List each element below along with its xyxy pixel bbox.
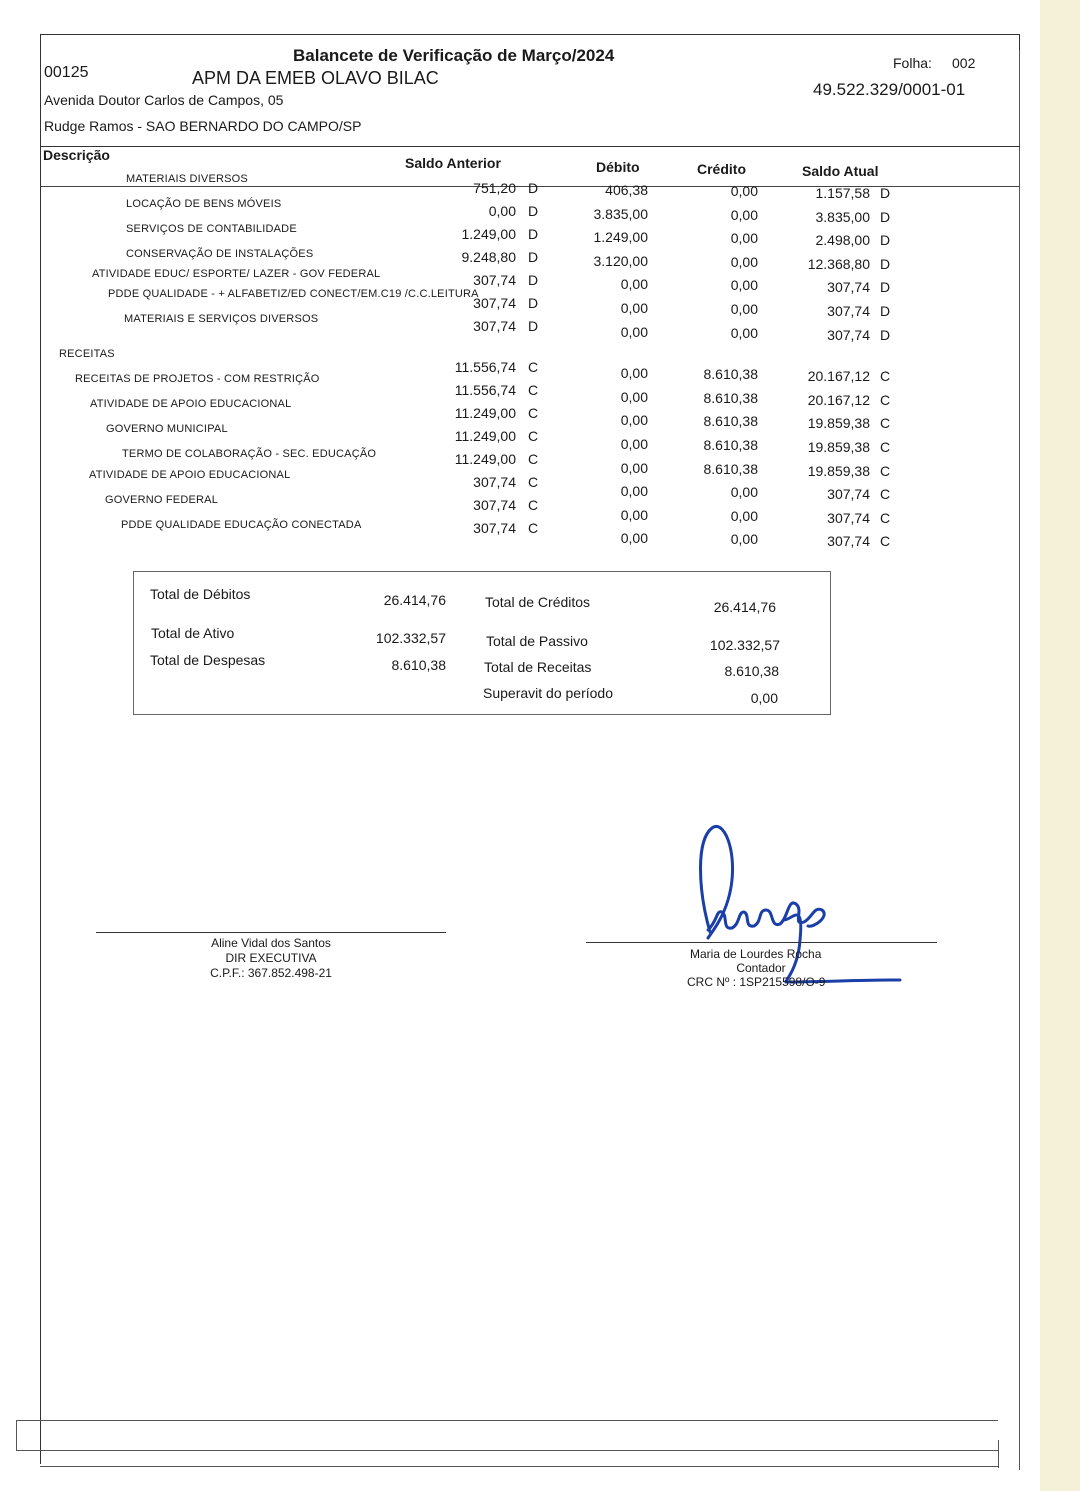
saldo-atual-flag: D bbox=[880, 303, 891, 319]
saldo-atual-cell: 307,74 bbox=[827, 327, 870, 343]
row-description: PDDE QUALIDADE - + ALFABETIZ/ED CONECT/EM.C19 /C.C.LEITURA bbox=[108, 288, 479, 300]
cnpj: 49.522.329/0001-01 bbox=[813, 80, 966, 99]
address-street: Avenida Doutor Carlos de Campos, 05 bbox=[44, 92, 284, 108]
credito-cell: 0,00 bbox=[730, 230, 758, 246]
debito-cell: 0,00 bbox=[620, 460, 648, 476]
table-row bbox=[0, 519, 1040, 549]
total-ativo-label: Total de Ativo bbox=[151, 625, 235, 641]
credito-cell: 0,00 bbox=[730, 508, 758, 524]
sheet-number: 002 bbox=[952, 55, 976, 71]
table-row bbox=[0, 223, 1040, 249]
saldo-atual-flag: D bbox=[880, 232, 891, 248]
debito-cell: 0,00 bbox=[620, 365, 648, 381]
saldo-atual-cell: 307,74 bbox=[827, 279, 870, 295]
row-description: LOCAÇÃO DE BENS MÓVEIS bbox=[126, 198, 282, 210]
footer-rule-bottom bbox=[40, 1466, 998, 1467]
saldo-atual-flag: C bbox=[880, 533, 891, 549]
saldo-atual-cell: 307,74 bbox=[827, 510, 870, 526]
saldo-atual-flag: C bbox=[880, 463, 891, 479]
saldo-atual-flag: C bbox=[880, 415, 891, 431]
saldo-atual-flag: C bbox=[880, 392, 891, 408]
saldo-atual-flag: C bbox=[880, 368, 891, 384]
saldo-atual-cell: 1.157,58 bbox=[815, 185, 870, 201]
credito-cell: 0,00 bbox=[730, 277, 758, 293]
credito-cell: 8.610,38 bbox=[703, 461, 758, 477]
table-row bbox=[0, 313, 1040, 343]
row-description: ATIVIDADE DE APOIO EDUCACIONAL bbox=[90, 398, 292, 410]
total-receitas-label: Total de Receitas bbox=[484, 659, 592, 675]
saldo-anterior-cell: 11.249,00 bbox=[454, 428, 516, 444]
saldo-atual-flag: C bbox=[880, 510, 891, 526]
saldo-anterior-cell: 307,74 bbox=[473, 318, 516, 334]
superavit-label: Superavit do período bbox=[483, 685, 613, 701]
total-creditos-value: 26.414,76 bbox=[713, 599, 776, 615]
saldo-anterior-flag: C bbox=[528, 474, 539, 490]
column-header-debito: Débito bbox=[596, 159, 640, 175]
credito-cell: 8.610,38 bbox=[703, 366, 758, 382]
saldo-anterior-flag: D bbox=[528, 318, 539, 334]
row-description: MATERIAIS DIVERSOS bbox=[126, 173, 248, 185]
total-ativo-value: 102.332,57 bbox=[375, 630, 446, 646]
debito-cell: 0,00 bbox=[620, 507, 648, 523]
footer-right-edge bbox=[998, 1440, 999, 1468]
director-cpf: C.P.F.: 367.852.498-21 bbox=[210, 966, 332, 980]
saldo-atual-cell: 19.859,38 bbox=[807, 463, 870, 479]
footer-rule-lower bbox=[16, 1450, 998, 1451]
saldo-anterior-cell: 307,74 bbox=[473, 474, 516, 490]
debito-cell: 0,00 bbox=[620, 389, 648, 405]
saldo-atual-cell: 20.167,12 bbox=[807, 392, 870, 408]
saldo-atual-cell: 2.498,00 bbox=[815, 232, 870, 248]
page-edge bbox=[1040, 0, 1080, 1491]
saldo-atual-flag: D bbox=[880, 256, 891, 272]
saldo-anterior-cell: 11.249,00 bbox=[454, 405, 516, 421]
credito-cell: 8.610,38 bbox=[703, 413, 758, 429]
saldo-anterior-flag: C bbox=[528, 451, 539, 467]
column-header-saldo-anterior: Saldo Anterior bbox=[405, 155, 501, 171]
saldo-atual-cell: 307,74 bbox=[827, 486, 870, 502]
row-description: RECEITAS DE PROJETOS - COM RESTRIÇÃO bbox=[75, 373, 320, 385]
debito-cell: 3.835,00 bbox=[593, 206, 648, 222]
saldo-atual-flag: D bbox=[880, 327, 891, 343]
accountant-name: Maria de Lourdes Rocha bbox=[690, 947, 822, 961]
debito-cell: 3.120,00 bbox=[593, 253, 648, 269]
credito-cell: 0,00 bbox=[730, 254, 758, 270]
sheet-label: Folha: bbox=[893, 55, 932, 71]
total-passivo-value: 102.332,57 bbox=[709, 637, 780, 653]
column-header-top-rule bbox=[40, 146, 1020, 147]
director-role: DIR EXECUTIVA bbox=[225, 951, 317, 965]
credito-cell: 0,00 bbox=[730, 325, 758, 341]
saldo-atual-flag: C bbox=[880, 439, 891, 455]
total-creditos-label: Total de Créditos bbox=[485, 594, 591, 610]
column-header-credito: Crédito bbox=[697, 161, 746, 177]
address-city: Rudge Ramos - SAO BERNARDO DO CAMPO/SP bbox=[44, 118, 362, 134]
debito-cell: 1.249,00 bbox=[593, 229, 648, 245]
saldo-anterior-flag: C bbox=[528, 497, 539, 513]
saldo-anterior-flag: C bbox=[528, 520, 539, 536]
saldo-atual-flag: D bbox=[880, 279, 891, 295]
saldo-anterior-cell: 9.248,80 bbox=[461, 249, 516, 265]
saldo-anterior-flag: C bbox=[528, 359, 539, 375]
total-despesas-value: 8.610,38 bbox=[391, 657, 446, 673]
saldo-anterior-flag: D bbox=[528, 180, 539, 196]
footer-left-edge bbox=[16, 1420, 17, 1450]
saldo-anterior-cell: 11.249,00 bbox=[454, 451, 516, 467]
director-name: Aline Vidal dos Santos bbox=[211, 936, 331, 950]
saldo-atual-cell: 307,74 bbox=[827, 303, 870, 319]
saldo-atual-cell: 20.167,12 bbox=[807, 368, 870, 384]
saldo-atual-flag: D bbox=[880, 185, 891, 201]
footer-rule-upper bbox=[16, 1420, 998, 1421]
debito-cell: 0,00 bbox=[620, 300, 648, 316]
total-despesas-label: Total de Despesas bbox=[150, 652, 266, 668]
row-description: SERVIÇOS DE CONTABILIDADE bbox=[126, 223, 297, 235]
total-passivo-label: Total de Passivo bbox=[486, 633, 588, 649]
saldo-anterior-cell: 751,20 bbox=[473, 180, 516, 196]
column-header-saldo-atual: Saldo Atual bbox=[802, 163, 879, 179]
saldo-atual-cell: 19.859,38 bbox=[807, 439, 870, 455]
debito-cell: 0,00 bbox=[620, 530, 648, 546]
saldo-anterior-cell: 1.249,00 bbox=[461, 226, 516, 242]
saldo-anterior-flag: D bbox=[528, 226, 539, 242]
saldo-anterior-flag: C bbox=[528, 382, 539, 398]
debito-cell: 0,00 bbox=[620, 324, 648, 340]
superavit-value: 0,00 bbox=[750, 690, 778, 706]
report-title: Balancete de Verificação de Março/2024 bbox=[293, 46, 615, 65]
saldo-anterior-cell: 307,74 bbox=[473, 520, 516, 536]
debito-cell: 0,00 bbox=[620, 483, 648, 499]
entity-code: 00125 bbox=[44, 64, 89, 81]
credito-cell: 0,00 bbox=[730, 207, 758, 223]
saldo-anterior-flag: D bbox=[528, 249, 539, 265]
total-debitos-label: Total de Débitos bbox=[150, 586, 251, 602]
saldo-atual-cell: 3.835,00 bbox=[815, 209, 870, 225]
debito-cell: 0,00 bbox=[620, 412, 648, 428]
credito-cell: 0,00 bbox=[730, 183, 758, 199]
saldo-anterior-flag: D bbox=[528, 295, 539, 311]
saldo-anterior-cell: 11.556,74 bbox=[454, 359, 516, 375]
saldo-anterior-flag: C bbox=[528, 405, 539, 421]
saldo-anterior-cell: 307,74 bbox=[473, 497, 516, 513]
saldo-anterior-cell: 0,00 bbox=[488, 203, 516, 219]
debito-cell: 0,00 bbox=[620, 276, 648, 292]
column-header-descricao: Descrição bbox=[43, 147, 110, 163]
credito-cell: 8.610,38 bbox=[703, 390, 758, 406]
saldo-anterior-cell: 11.556,74 bbox=[454, 382, 516, 398]
row-description: CONSERVAÇÃO DE INSTALAÇÕES bbox=[126, 248, 314, 260]
organization-name: APM DA EMEB OLAVO BILAC bbox=[192, 68, 439, 88]
debito-cell: 0,00 bbox=[620, 436, 648, 452]
total-receitas-value: 8.610,38 bbox=[724, 663, 779, 679]
row-description: GOVERNO MUNICIPAL bbox=[106, 423, 228, 435]
saldo-anterior-flag: D bbox=[528, 272, 539, 288]
signature-line-director bbox=[96, 932, 446, 933]
saldo-anterior-cell: 307,74 bbox=[473, 295, 516, 311]
signature-line-accountant bbox=[586, 942, 937, 943]
saldo-atual-flag: C bbox=[880, 486, 891, 502]
saldo-anterior-flag: D bbox=[528, 203, 539, 219]
credito-cell: 8.610,38 bbox=[703, 437, 758, 453]
row-description: RECEITAS bbox=[59, 348, 115, 360]
saldo-atual-cell: 12.368,80 bbox=[807, 256, 870, 272]
row-description: PDDE QUALIDADE EDUCAÇÃO CONECTADA bbox=[121, 519, 362, 531]
saldo-anterior-cell: 307,74 bbox=[473, 272, 516, 288]
saldo-atual-flag: D bbox=[880, 209, 891, 225]
total-debitos-value: 26.414,76 bbox=[383, 592, 446, 608]
saldo-anterior-flag: C bbox=[528, 428, 539, 444]
accountant-role: Contador bbox=[736, 961, 786, 975]
totals-box bbox=[133, 571, 831, 715]
credito-cell: 0,00 bbox=[730, 301, 758, 317]
debito-cell: 406,38 bbox=[605, 182, 648, 198]
row-description: ATIVIDADE EDUC/ ESPORTE/ LAZER - GOV FEDERAL bbox=[92, 268, 381, 280]
saldo-atual-cell: 307,74 bbox=[827, 533, 870, 549]
row-description: ATIVIDADE DE APOIO EDUCACIONAL bbox=[89, 469, 291, 481]
row-description: MATERIAIS E SERVIÇOS DIVERSOS bbox=[124, 313, 319, 325]
row-description: TERMO DE COLABORAÇÃO - SEC. EDUCAÇÃO bbox=[122, 448, 377, 460]
handwritten-signature bbox=[688, 820, 908, 1000]
credito-cell: 0,00 bbox=[730, 484, 758, 500]
accountant-crc: CRC Nº : 1SP215598/O-9 bbox=[687, 975, 826, 989]
row-description: GOVERNO FEDERAL bbox=[105, 494, 219, 506]
saldo-atual-cell: 19.859,38 bbox=[807, 415, 870, 431]
credito-cell: 0,00 bbox=[730, 531, 758, 547]
